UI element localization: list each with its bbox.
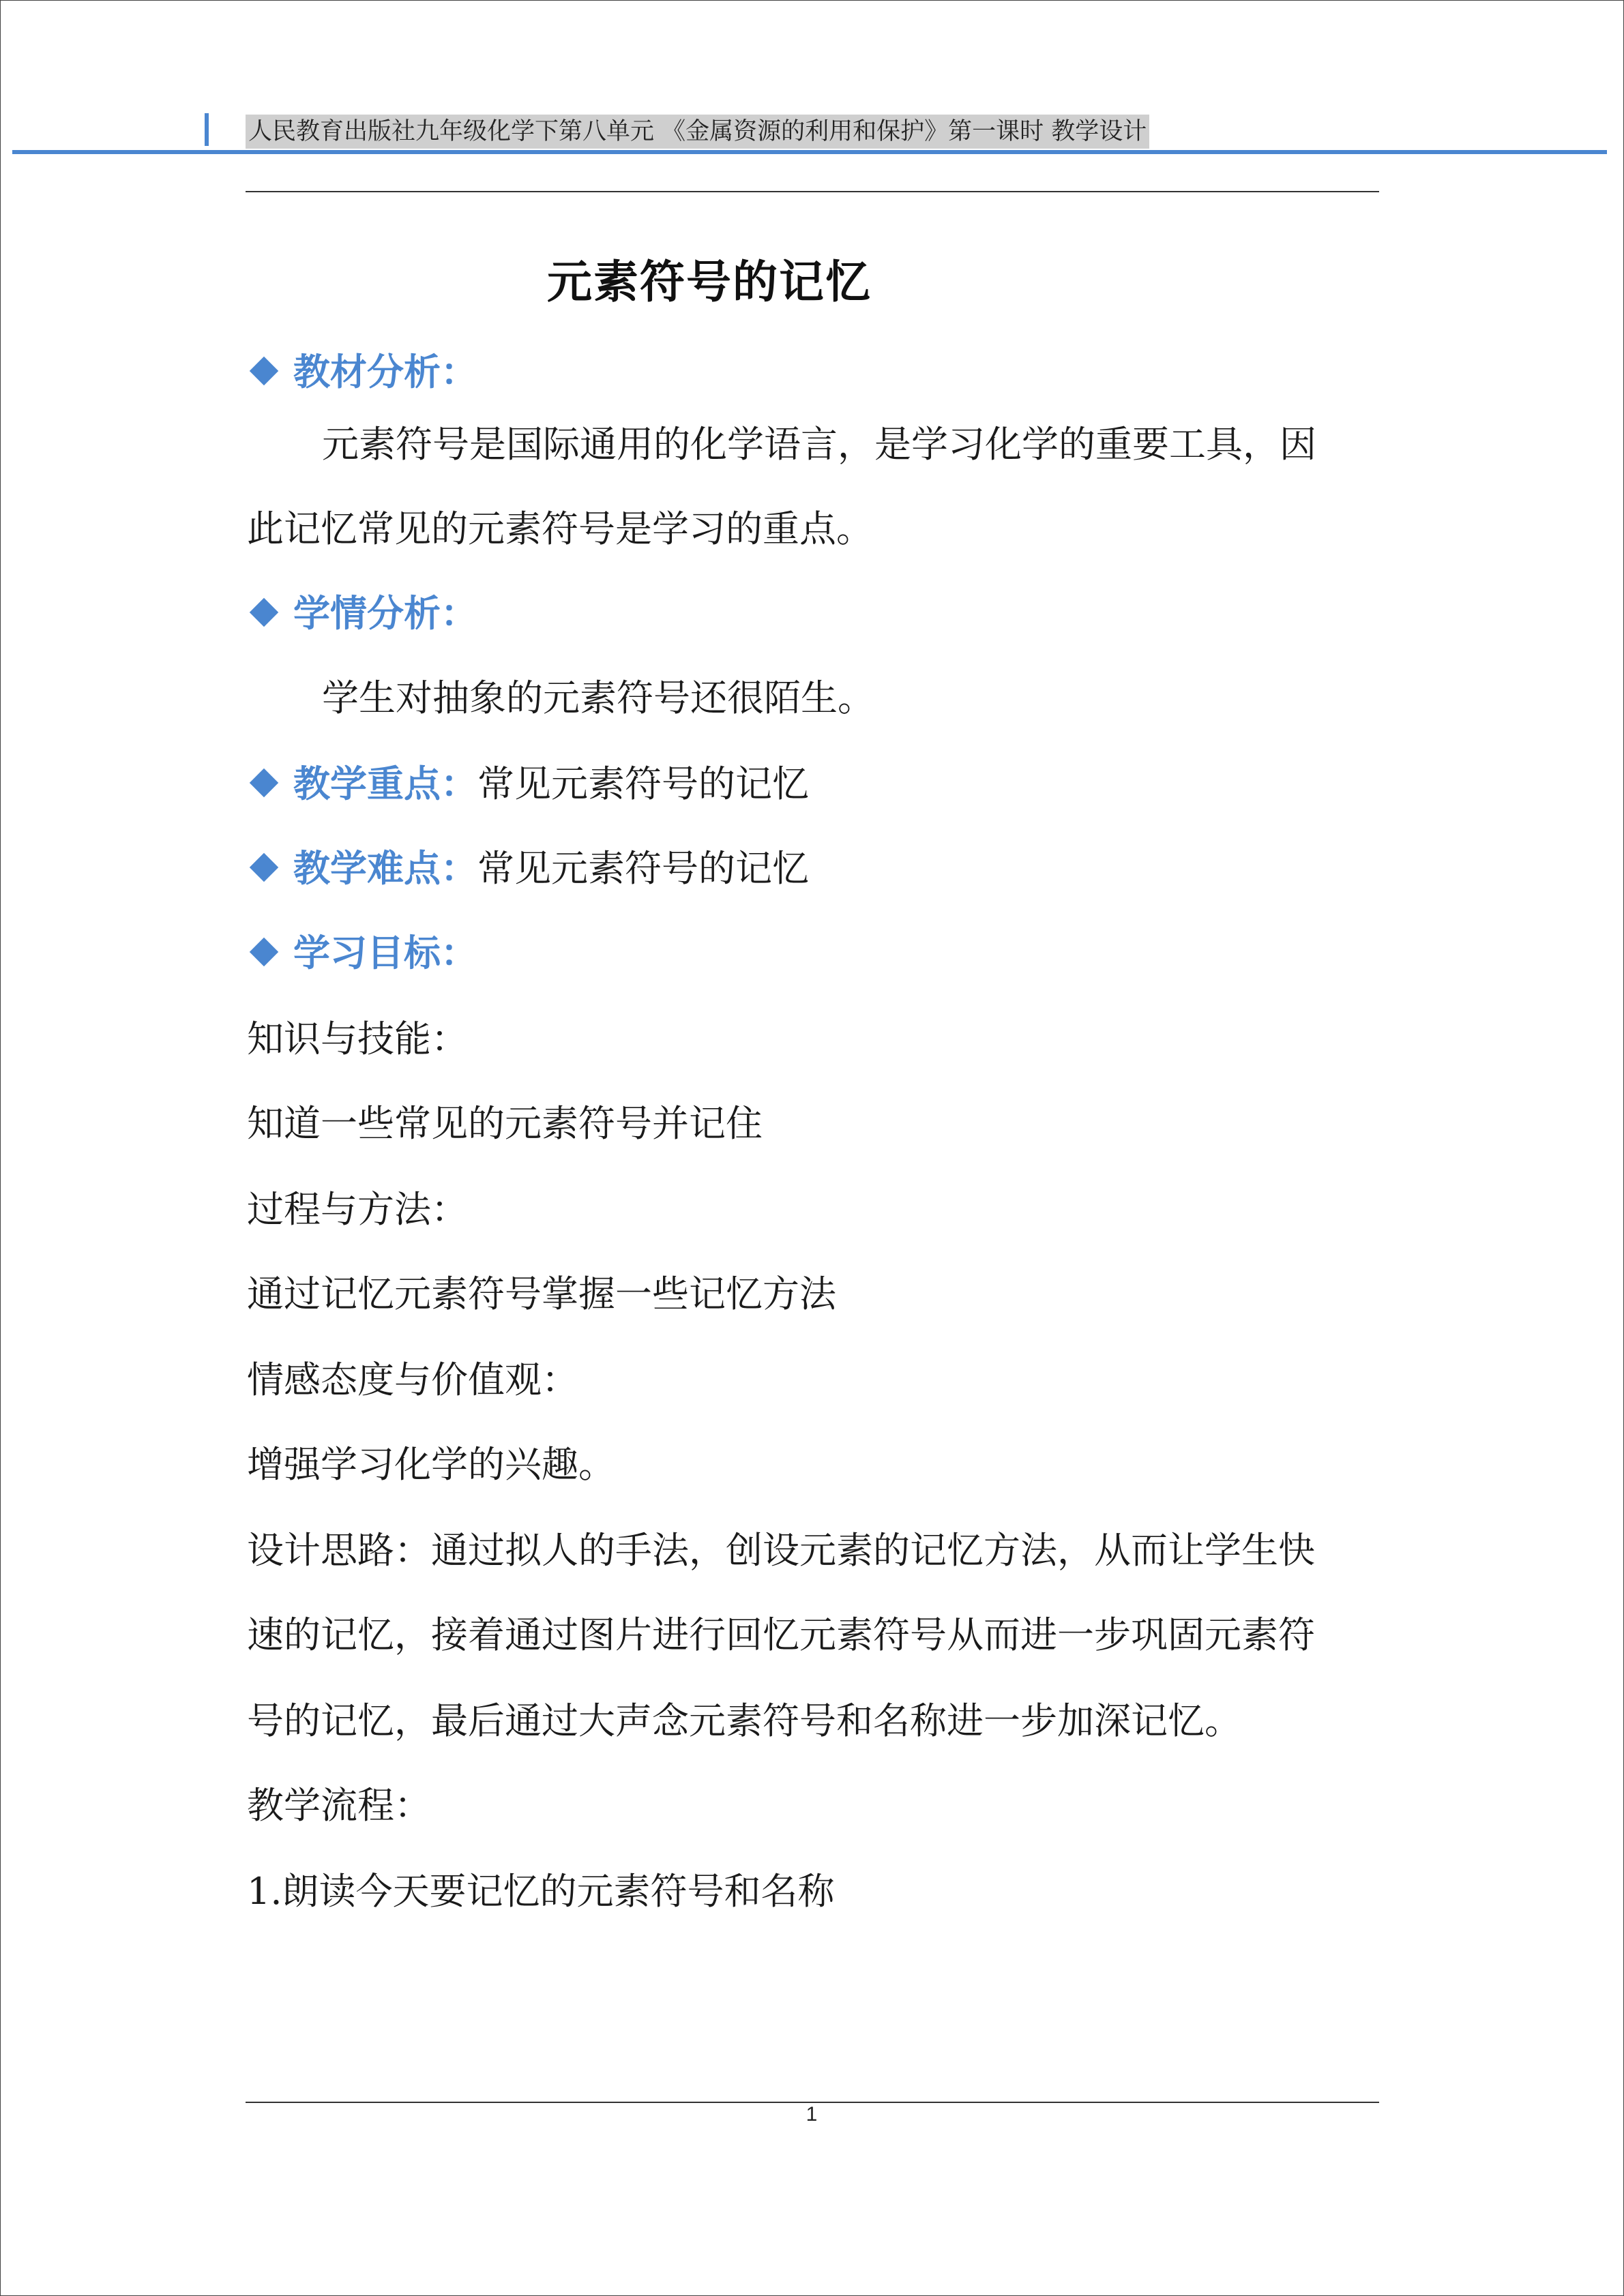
process-text: 通过记忆元素符号掌握一些记忆方法 [247,1272,836,1315]
knowledge-label: 知识与技能： [247,1017,468,1060]
section-value: 常见元素符号的记忆 [477,847,809,890]
emotion-text: 增强学习化学的兴趣。 [247,1443,615,1486]
diamond-bullet-icon [250,598,278,627]
knowledge-text: 知道一些常见的元素符号并记住 [247,1102,763,1145]
section-learning-goals [247,926,477,981]
material-paragraph-line-2: 此记忆常见的元素符号是学习的重点。 [247,507,873,550]
material-paragraph-line-1: 元素符号是国际通用的化学语言，是学习化学的重要工具，因 [322,423,1316,466]
process-label: 过程与方法： [247,1188,468,1231]
header-accent-bar [205,113,209,146]
section-student-analysis [247,586,477,641]
section-label: 学习目标： [293,931,477,974]
section-teaching-difficulty [247,841,809,896]
design-line-2: 速的记忆，接着通过图片进行回忆元素符号从而进一步巩固元素符 [247,1613,1315,1656]
page-number: 1 [806,2103,818,2126]
design-line-3: 号的记忆，最后通过大声念元素符号和名称进一步加深记忆。 [247,1699,1241,1742]
emotion-label: 情感态度与价值观： [247,1358,578,1401]
section-material-analysis [247,345,477,400]
design-line-1: 设计思路：通过拟人的手法，创设元素的记忆方法，从而让学生快 [247,1529,1315,1572]
section-value: 常见元素符号的记忆 [477,762,809,805]
section-label: 学情分析： [293,592,477,635]
section-label: 教材分析： [293,351,477,393]
section-label: 教学重点： [293,762,477,805]
flow-item-1: 1.朗读今天要记忆的元素符号和名称 [247,1870,835,1913]
diamond-bullet-icon [250,357,278,385]
header-blue-line [12,150,1607,154]
flow-label: 教学流程： [247,1784,431,1827]
diamond-bullet-icon [250,769,278,797]
student-paragraph: 学生对抽象的元素符号还很陌生。 [322,676,874,719]
section-teaching-key-point [247,757,809,811]
document-title: 元素符号的记忆 [547,255,872,308]
section-label: 教学难点： [293,847,477,890]
running-header: 人民教育出版社九年级化学下第八单元 《金属资源的利用和保护》第一课时 教学设计 [246,115,1149,149]
diamond-bullet-icon [250,938,278,966]
diamond-bullet-icon [250,853,278,882]
header-rule [246,191,1379,192]
